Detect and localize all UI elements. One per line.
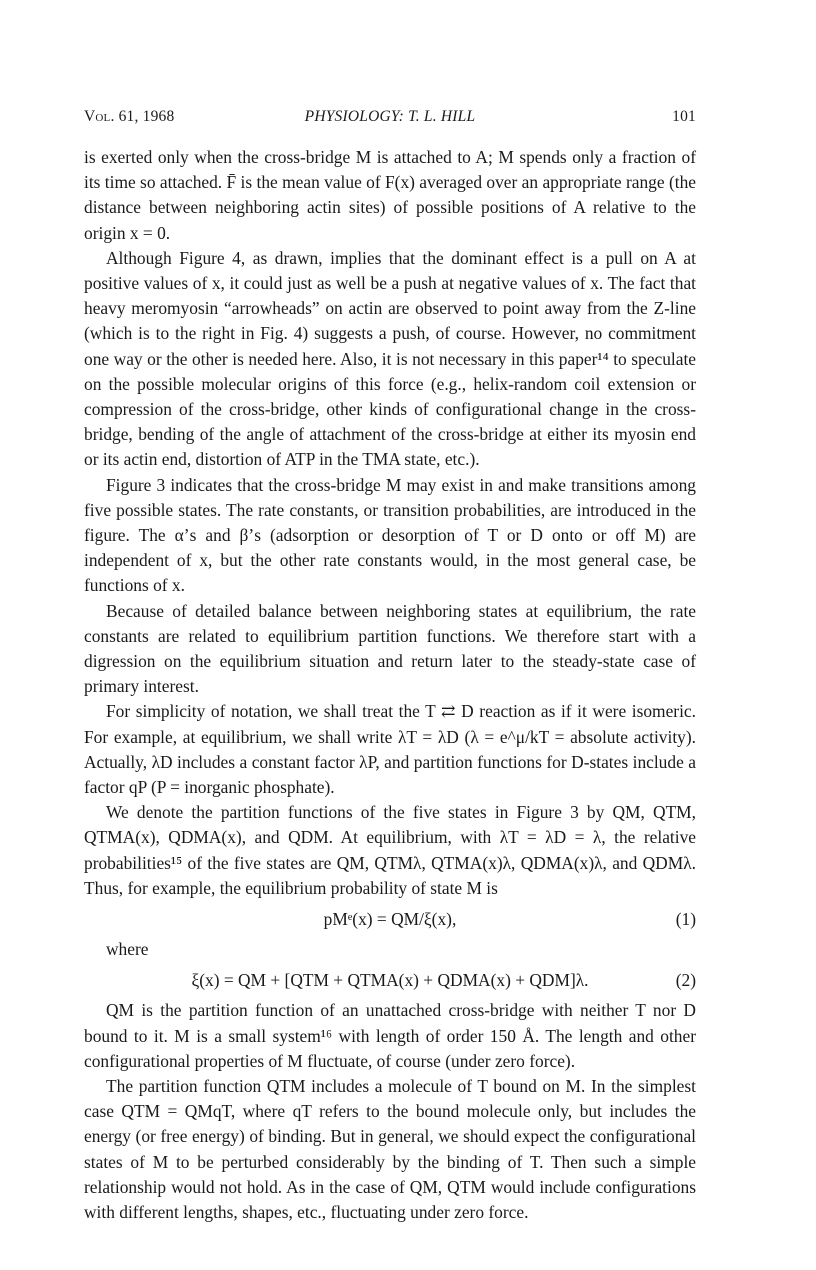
article-body <box>84 145 696 1225</box>
volume-label: Vol. 61, 1968 <box>84 108 175 125</box>
paragraph-partition-functions: We denote the partition functions of the five states in Figure 3 by QM, QTM, QTMA(x), QDMA(x), and QDM. At equilibrium, with λT = λD = λ, the relative probabilities¹⁵ of the five states are QM, QTMλ, QTMA(x)λ, QDMA(x)λ, and QDMλ. Thus, for example, the equilibrium probability of state M is <box>84 802 696 898</box>
equation-1 <box>84 901 696 937</box>
running-header <box>84 108 696 132</box>
paragraph-five-states: Figure 3 indicates that the cross-bridge M may exist in and make transitions among five possible states. The rate constants, or transition probabilities, are introduced in the figure. The α’s and β’s (adsorption or desorption of T or D onto or off M) are independent of x, but the other rate constants would, in the most general case, be functions of x. <box>84 474 696 596</box>
equation-2-number: (2) <box>675 970 696 991</box>
paragraph-detailed-balance: Because of detailed balance between neighboring states at equilibrium, the rate constants are related to equilibrium partition functions. We therefore start with a digression on the equilibrium situation and return later to the steady-state case of primary interest. <box>84 600 696 697</box>
paragraph-notation: For simplicity of notation, we shall treat the T ⇄ D reaction as if it were isomeric. For example, at equilibrium, we shall write λT = λD (λ = e^μ/kT = absolute activity). Actually, λD includes a constant factor λP, and partition functions for D-states include a factor qP (P = inorganic phosphate). <box>84 701 696 798</box>
running-title: PHYSIOLOGY: T. L. HILL <box>304 108 476 125</box>
equation-1-number: (1) <box>675 909 696 930</box>
equation-1-expression: pMᵉ(x) = QM/ξ(x), <box>323 909 457 930</box>
page-number: 101 <box>672 108 696 125</box>
equation-2 <box>84 962 696 998</box>
where-text: where <box>106 939 149 960</box>
paragraph-force-continuation: is exerted only when the cross-bridge M is attached to A; M spends only a fraction of its time so attached. F̄ is the mean value of F(x) averaged over an appropriate range (the distance between neighboring actin sites) of possible positions of A relative to the origin x = 0. <box>84 147 696 243</box>
paragraph-unattached-bridge: QM is the partition function of an unattached cross-bridge with neither T nor D bound to it. M is a small system¹⁶ with length of order 150 Å. The length and other configurational properties of M fluctuate, of course (under zero force). <box>84 1000 696 1071</box>
paragraph-pull-push: Although Figure 4, as drawn, implies that the dominant effect is a pull on A at positive values of x, it could just as well be a push at negative values of x. The fact that heavy meromyosin “arrowheads” on actin are observed to point away from the Z-line (which is to the right in Fig. 4) suggests a push, of course. However, no commitment one way or the other is needed here. Also, it is not necessary in this paper¹⁴ to speculate on the possible molecular origins of this force (e.g., helix-random coil extension or compression of the cross-bridge, other kinds of configurational change in the cross-bridge, bending of the angle of attachment of the cross-bridge at either its myosin end or its actin end, distortion of ATP in the TMA state, etc.). <box>84 247 696 470</box>
paragraph-qtm: The partition function QTM includes a molecule of T bound on M. In the simplest case QTM = QMqT, where qT refers to the bound molecule only, but includes the energy (or free energy) of binding. But in general, we should expect the configurational states of M to be perturbed considerably by the binding of T. Then such a simple relationship would not hold. As in the case of QM, QTM would include configurations with different lengths, shapes, etc., fluctuating under zero force. <box>84 1075 696 1222</box>
equation-2-expression: ξ(x) = QM + [QTM + QTMA(x) + QDMA(x) + QDM]λ. <box>191 970 589 991</box>
